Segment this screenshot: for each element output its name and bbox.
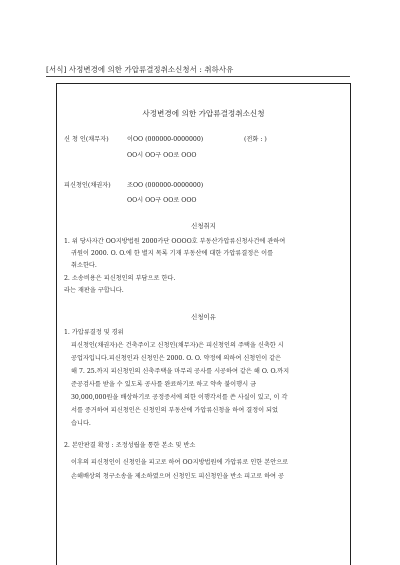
applicant-label: 신 청 인(채무자)	[64, 136, 109, 143]
applicant-name-id: 이OO (000000-0000000)	[127, 136, 204, 143]
document-header-title: [서식] 사정변경에 의한 가압류결정취소신청서 : 취하사유	[46, 65, 234, 74]
form-title: 사정변경에 의한 가압류결정취소신청	[142, 109, 265, 118]
respondent-address: OO시 OO구 OO로 OOO	[127, 197, 197, 204]
reason-heading: 신청이유	[191, 313, 216, 321]
reason-line: 습니다.	[71, 420, 91, 427]
reason-line: 준공검사를 받을 수 있도록 공사를 완료하기로 하고 약속 불이행시 금	[71, 381, 257, 388]
purpose-heading: 신청취지	[191, 222, 216, 230]
reason-line: 30,000,000원을 배상하기로 공정증서에 의한 이행각서를 쓴 사실이 있고, 이 각	[71, 394, 288, 401]
reason-line: 해 7. 25.까지 피신청인의 신축주택을 마무리 공사를 시공하여 같은 해 O. O.까지	[71, 368, 290, 375]
purpose-line: 귀원이 2000. O. O.에 한 별지 목록 기재 부동산에 대한 가압류결정은 이를	[71, 250, 274, 257]
applicant-phone: (전화 : )	[244, 136, 267, 143]
respondent-label: 피신청인(채권자)	[64, 182, 111, 189]
reason-line: 손해배상의 청구소송을 제소하였으며 신청인도 피신청인을 반소 피고로 하여 공	[71, 473, 284, 480]
purpose-line: 1. 위 당사자간 OO지방법원 2000카단 OOOO호 부동산가압류신청사건에 관하여	[64, 238, 286, 245]
header-divider	[46, 76, 350, 77]
reason-section1-title: 1. 가압류결정 및 경위	[64, 329, 124, 336]
reason-line: 서를 증거하여 피신청인은 신청인의 부동산에 가압류신청을 하여 결정이 되었	[71, 407, 279, 414]
reason-line: 피신청인(채권자)은 건축주이고 신청인(채무자)은 피신청인의 주택을 신축한 시	[71, 342, 284, 349]
reason-line: 이후의 피신청인이 신청인을 피고로 하여 OO지방법원에 가압류로 인한 본안으로	[71, 459, 289, 466]
reason-section2-title: 2. 본안판결 확정 : 조정성립을 통한 본소 및 반소	[64, 442, 196, 449]
reason-line: 공업자입니다.피신청인과 신청인은 2000. O. O. 약정에 의하여 신청인이 같은	[71, 355, 282, 362]
purpose-line: 2. 소송비용은 피신청인의 부담으로 한다.	[64, 275, 176, 282]
respondent-name-id: 조OO (000000-0000000)	[127, 182, 204, 189]
purpose-line: 라는 재판을 구합니다.	[64, 287, 124, 294]
applicant-address: OO시 OO구 OO로 OOO	[127, 152, 197, 159]
application-form	[56, 83, 351, 565]
purpose-line: 취소한다.	[71, 262, 97, 269]
